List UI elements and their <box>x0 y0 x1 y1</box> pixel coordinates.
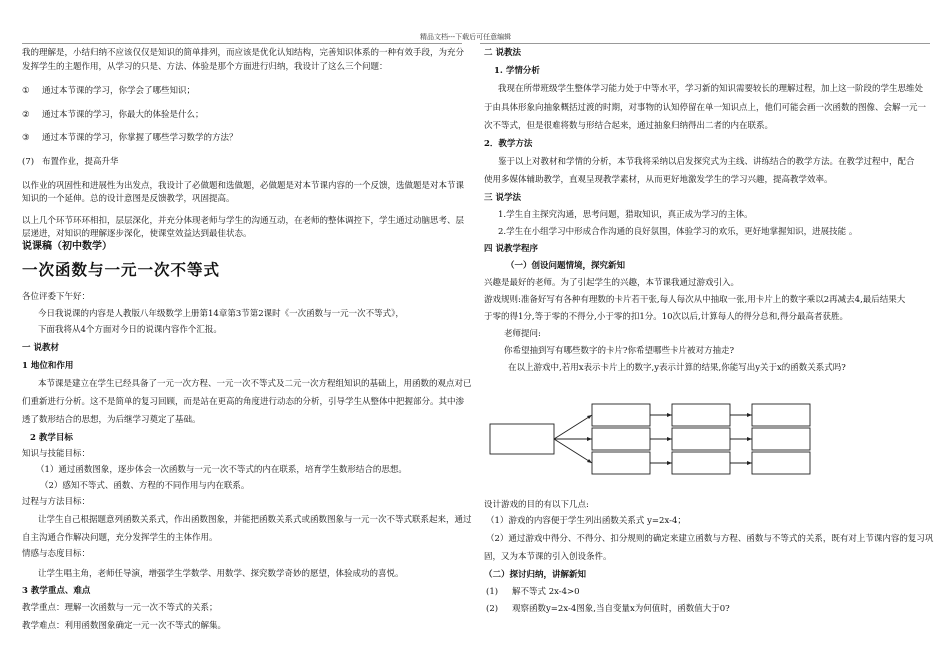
flow-box-r2-c3 <box>752 428 810 450</box>
section-1-1-heading: 1 地位和作用 <box>22 361 74 371</box>
key-point: 教学重点：理解一次函数与一元一次不等式的关系； <box>22 603 218 613</box>
game-purpose-2-line-2: 固，又为本节课的引入创设条件。 <box>484 552 612 562</box>
knowledge-goal-2: （2）感知不等式、函数、方程的不同作用与内在联系。 <box>40 481 250 491</box>
position-line-2: 们重新进行分析。这不是简单的复习回顾，而是站在更高的角度进行动态的分析，引导学生从整体中把握部分。其中渗 <box>22 397 465 407</box>
method-line-2: 使用多媒体辅助教学，直观呈现教学素材，从而更好地激发学生的学习兴趣，提高教学效率。 <box>484 175 833 185</box>
opening-line-1: 今日我说课的内容是人教版八年级数学上册第14章第3节第2课时《一次函数与一元一次不等式》， <box>38 309 404 319</box>
process-goal-line-2: 自主沟通合作解决问题，充分发挥学生的主体作用。 <box>22 533 218 543</box>
subsection-2-heading: （二）探讨归纳，讲解新知 <box>484 570 587 580</box>
exercise-1-number: (1) <box>486 587 499 597</box>
study-method-1: 1.学生自主探究沟通，思考问题，猎取知识，真正成为学习的主体。 <box>498 210 753 220</box>
summary-line-1: 以上几个环节环环相扣，层层深化，并充分体现老师与学生的沟通互动，在老师的整体调控下，学生通过动脑思考、层 <box>22 216 465 226</box>
analysis-line-1: 我现在所带班级学生整体学习能力处于中等水平，学习新的知识需要较长的理解过程，加上这一阶段的学生思维处 <box>498 84 924 94</box>
flow-box-r1-c1 <box>592 404 650 426</box>
question-1: 通过本节课的学习，你学会了哪些知识； <box>42 86 196 96</box>
section-2-1-heading: 1. 学情分析 <box>494 66 540 76</box>
flow-box-r2-c1 <box>592 428 650 450</box>
page-header: 精品文档---下载后可任意编辑 <box>420 33 512 41</box>
section-3-heading: 三 说学法 <box>484 193 521 203</box>
homework-line-2: 知识的一个延伸。总的设计意图是反馈教学，巩固提高。 <box>22 194 235 204</box>
exercise-1: 解不等式 2x-4>0 <box>512 587 580 597</box>
position-line-3: 透了数形结合的思想，为后继学习奠定了基础。 <box>22 415 201 425</box>
opening-line-2: 下面我将从4个方面对今日的说课内容作个汇报。 <box>38 325 222 335</box>
section-2-2-heading: 2．教学方法 <box>484 139 533 149</box>
summary-line-2: 层递进，对知识的理解逐步深化，使课堂效益达到最佳状态。 <box>22 229 252 239</box>
teacher-question-2: 在以上游戏中,若用x表示卡片上的数字,y表示计算的结果,你能写出y关于x的函数关系式吗? <box>508 363 846 373</box>
game-purpose-title: 设计游戏的目的有以下几点: <box>484 500 589 510</box>
subsection-1-heading: （一）创设问题情境，探究新知 <box>506 261 626 271</box>
knowledge-goals-title: 知识与技能目标： <box>22 449 91 459</box>
flow-box-r3-c2 <box>672 452 730 474</box>
process-goal-line-1: 让学生自己根据题意列函数关系式，作出函数图象，并能把函数关系式或函数图象与一元一次不等式联系起来，通过 <box>38 515 472 525</box>
lecture-tag: 说课稿（初中数学） <box>22 241 112 252</box>
flow-box-r3-c1 <box>592 452 650 474</box>
analysis-line-3: 次不等式，但是很难将数与形结合起来，通过抽象归纳得出二者的内在联系。 <box>484 121 774 131</box>
game-rule-line-2: 于零的得1分,等于零的不得分,小于零的扣1分。10次以后,计算每人的得分总和,得分最高者获胜。 <box>484 312 848 322</box>
start-box <box>490 424 554 454</box>
study-method-2: 2.学生在小组学习中形成合作沟通的良好氛围，体验学习的欢乐，更好地掌握知识，进展技能 。 <box>498 227 858 237</box>
header-rule-left <box>22 43 462 44</box>
analysis-line-2: 于由具体形象向抽象概括过渡的时期，对事物的认知停留在单一知识点上，他们可能会画一次函数的图像、会解一元一 <box>484 103 927 113</box>
section-1-3-heading: 3 教学重点、难点 <box>22 586 91 596</box>
flow-box-r1-c2 <box>672 404 730 426</box>
intro-line-1: 我的理解是，小结归纳不应该仅仅是知识的简单排列，而应该是优化认知结构，完善知识体系的一种有效手段，为充分 <box>22 48 465 58</box>
step-7-heading: 布置作业，提高升华 <box>42 157 119 167</box>
teacher-question-1: 你希望抽到写有哪些数字的卡片?你希望哪些卡片被对方抽走? <box>504 346 735 356</box>
flow-box-r2-c2 <box>672 428 730 450</box>
knowledge-goal-1: （1）通过函数图象，逐步体会一次函数与一元一次不等式的内在联系，培育学生数形结合的思想。 <box>36 465 407 475</box>
section-1-2-heading: 2 教学目标 <box>30 433 73 443</box>
document-title: 一次函数与一元一次不等式 <box>22 260 221 279</box>
difficult-point: 教学难点：利用函数图象确定一元一次不等式的解集。 <box>22 621 227 631</box>
attitude-goals-title: 情感与态度目标： <box>22 549 91 559</box>
game-purpose-2-line-1: （2）通过游戏中得分、不得分、扣分规则的确定来建立函数与方程、函数与不等式的关系，既有对上节课内容的复习巩 <box>486 534 934 544</box>
game-rule-line-1: 游戏规则:准备好写有各种有理数的卡片若干张,每人每次从中抽取一张,用卡片上的数字乘以2再减去4,最后结果大 <box>484 295 906 305</box>
exercise-2: 观察函数y=2x-4图象,当自变量x为何值时，函数值大于0? <box>512 604 730 614</box>
attitude-goal: 让学生唱主角，老师任导演，增强学生学数学、用数学、探究数学奇妙的愿望，体验成功的喜悦。 <box>38 569 404 579</box>
flow-arrow-top <box>554 415 592 439</box>
section-4-heading: 四 说教学程序 <box>484 244 538 254</box>
method-line-1: 鉴于以上对教材和学情的分析，本节我将采纳以启发探究式为主线、讲练结合的教学方法。在教学过程中，配合 <box>498 157 915 167</box>
section-1-heading: 一 说教材 <box>22 343 59 353</box>
position-line-1: 本节课是建立在学生已经具备了一元一次方程、一元一次不等式及二元一次方程组知识的基础上，用函数的观点对已 <box>38 379 472 389</box>
greeting: 各位评委下午好： <box>22 292 91 302</box>
flow-box-r3-c3 <box>752 452 810 474</box>
question-2: 通过本节课的学习，你最大的体验是什么； <box>42 110 204 120</box>
homework-line-1: 以作业的巩固性和进展性为出发点，我设计了必做题和选做题，必做题是对本节课内容的一个反馈，选做题是对本节课 <box>22 181 465 191</box>
teacher-question-title: 老师提问: <box>504 329 541 339</box>
card-flow-diagram <box>486 398 866 488</box>
flow-arrow-bottom <box>554 439 592 463</box>
step-7-number: (7) <box>22 157 35 167</box>
header-rule-right <box>480 43 930 44</box>
exercise-2-number: (2) <box>486 604 499 614</box>
process-goals-title: 过程与方法目标： <box>22 497 91 507</box>
flow-box-r1-c3 <box>752 404 810 426</box>
intro-line-2: 发挥学生的主题作用，从学习的只是、方法、体验是那个方面进行归纳，我设计了这么三个问题： <box>22 62 388 72</box>
question-2-number: ② <box>22 110 30 120</box>
interest-line: 兴趣是最好的老师。为了引起学生的兴趣，本节课我通过游戏引入。 <box>484 278 740 288</box>
game-purpose-1: （1）游戏的内容便于学生列出函数关系式 y=2x-4； <box>486 516 686 526</box>
question-1-number: ① <box>22 86 30 96</box>
question-3: 通过本节课的学习，你掌握了哪些学习数学的方法？ <box>42 133 238 143</box>
section-2-heading: 二 说教法 <box>484 48 521 58</box>
question-3-number: ③ <box>22 133 30 143</box>
